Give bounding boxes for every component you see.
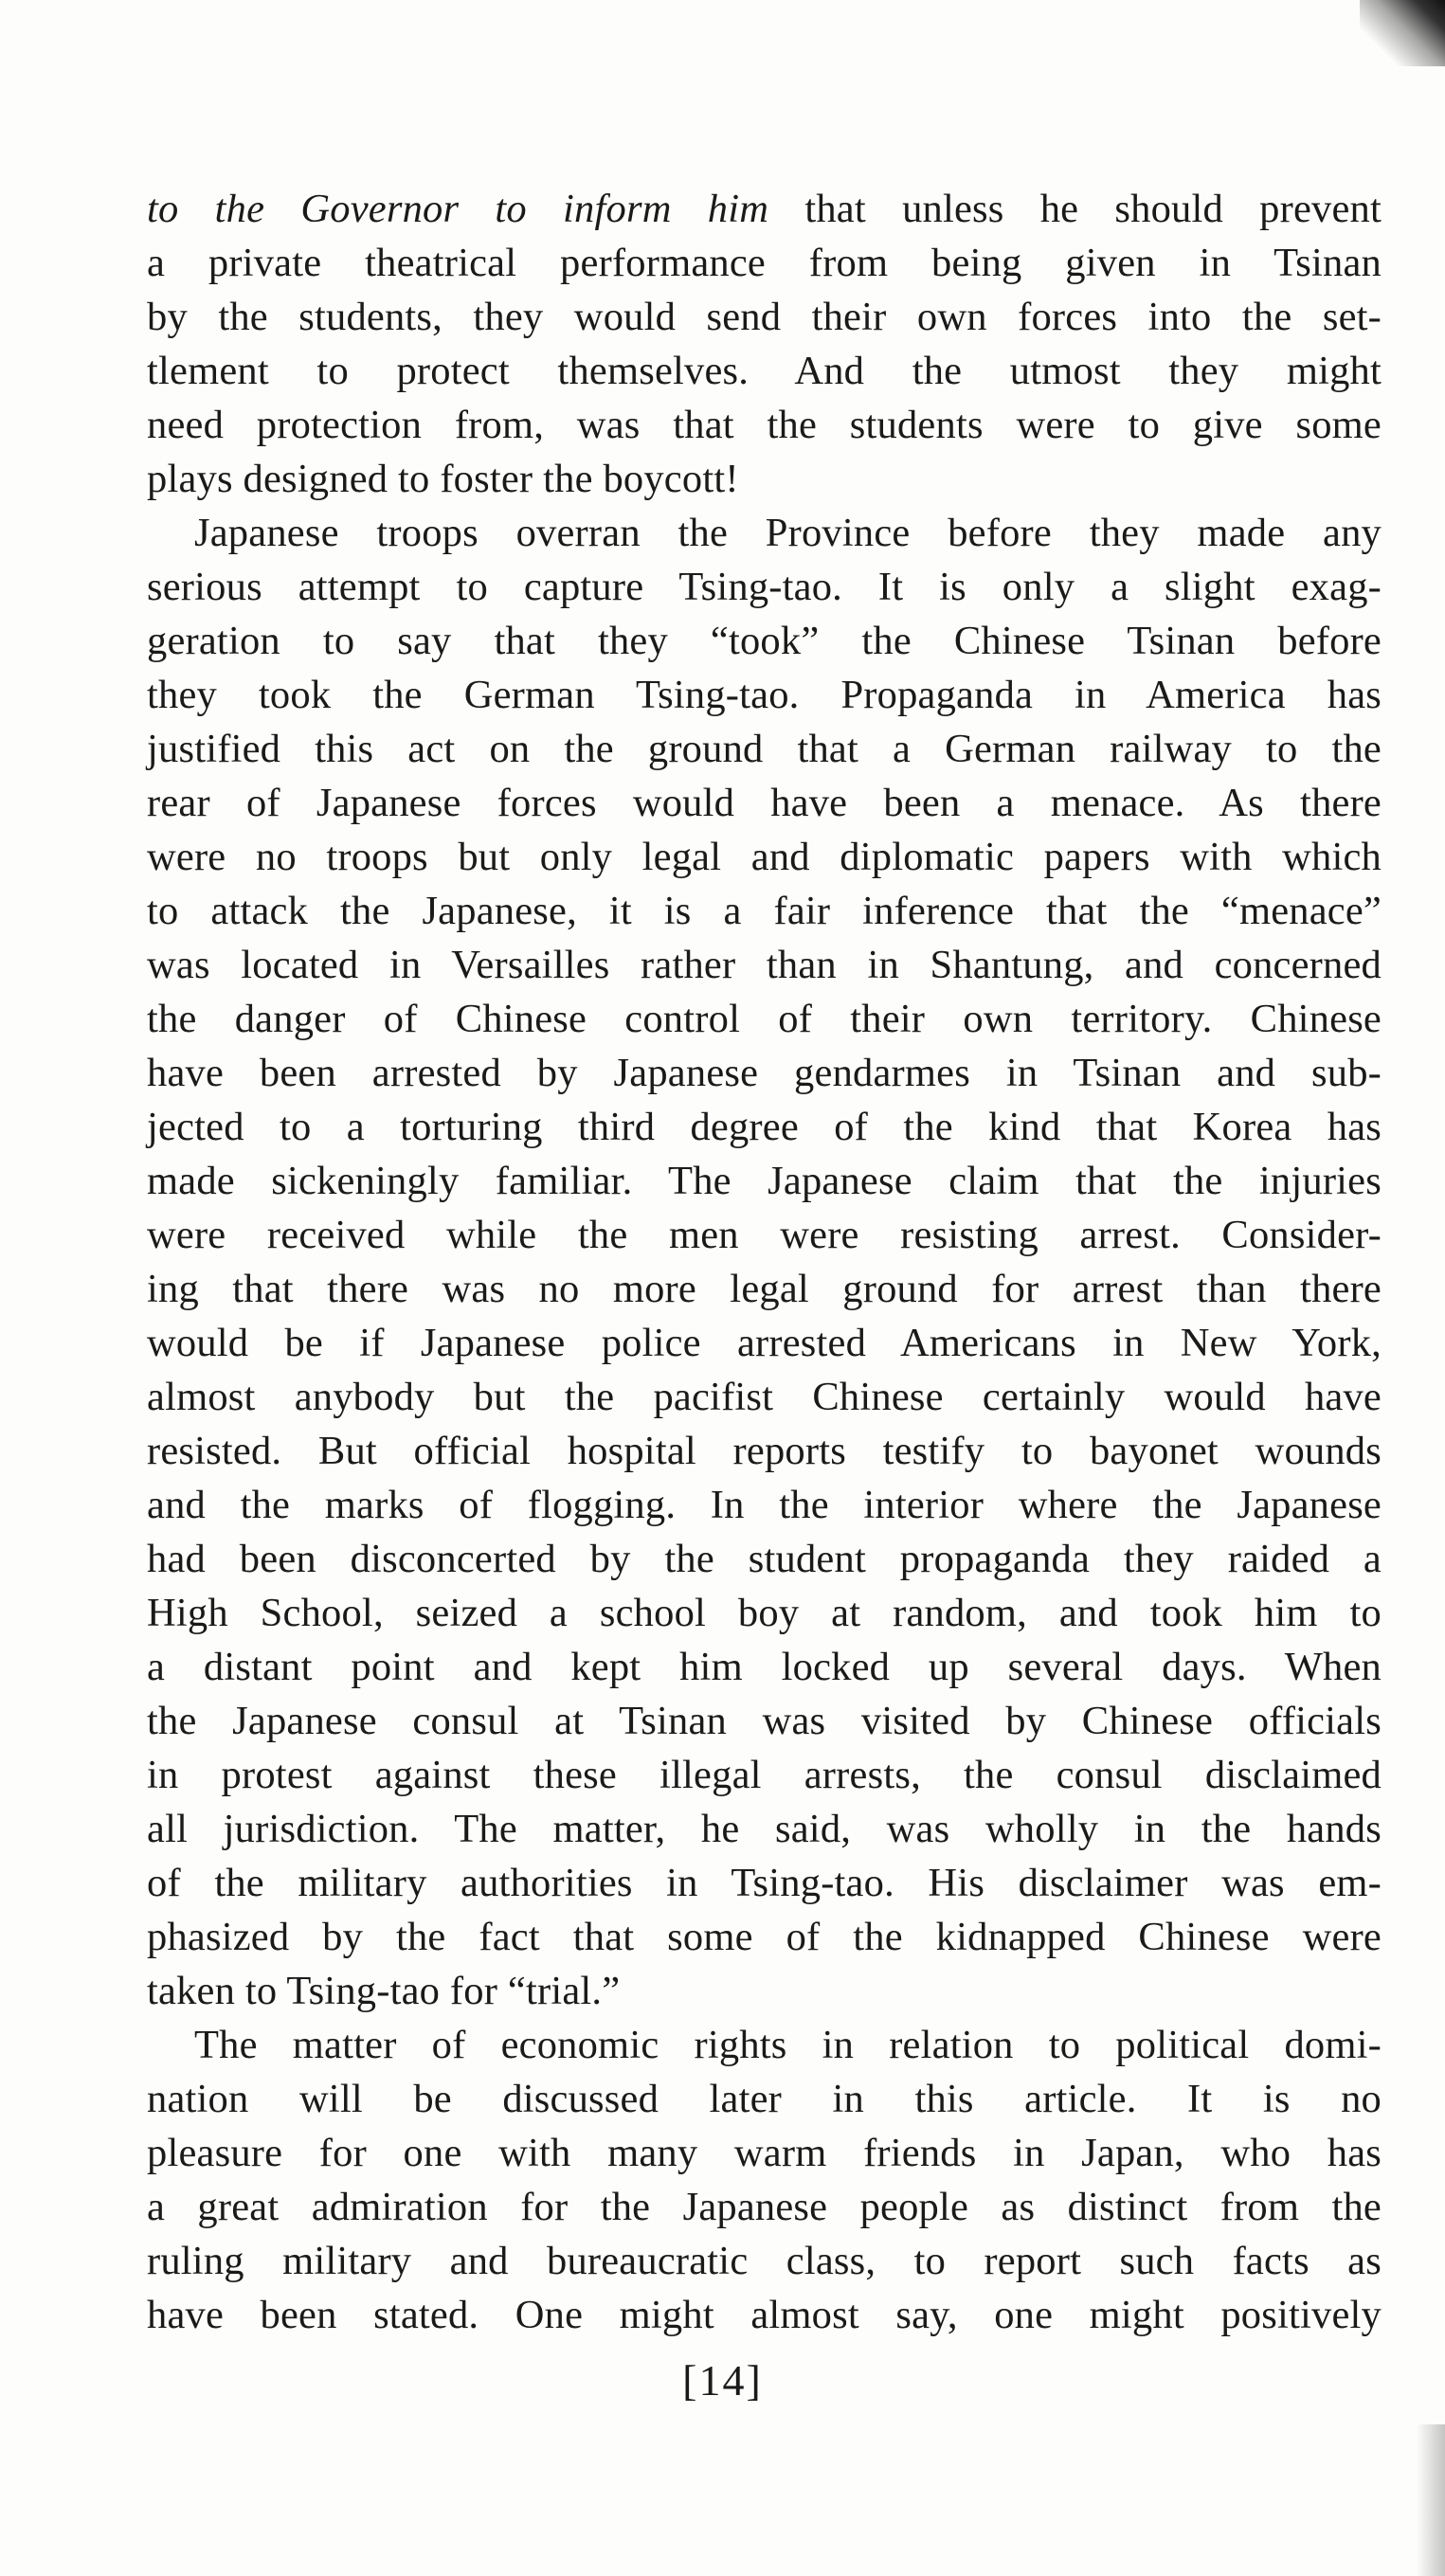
text-line: have been arrested by Japanese gendarmes in Tsinan and sub- xyxy=(147,1051,1382,1095)
text-line: made sickeningly familiar. The Japanese claim that the injuries xyxy=(147,1159,1382,1203)
text-line: in protest against these illegal arrests, the consul disclaimed xyxy=(147,1753,1382,1797)
text-line: by the students, they would send their own forces into the set- xyxy=(147,295,1382,339)
text-line: a private theatrical performance from being given in Tsinan xyxy=(147,241,1382,285)
text-line: to the Governor to inform him that unless he should prevent xyxy=(147,187,1382,231)
text-line: almost anybody but the pacifist Chinese certainly would have xyxy=(147,1375,1382,1419)
text-line: had been disconcerted by the student propaganda they raided a xyxy=(147,1537,1382,1581)
text-line: tlement to protect themselves. And the utmost they might xyxy=(147,349,1382,393)
text-line: of the military authorities in Tsing-tao. His disclaimer was em- xyxy=(147,1861,1382,1905)
page-corner-shadow xyxy=(1360,0,1445,66)
body-text xyxy=(147,182,1382,2342)
text-line: justified this act on the ground that a German railway to the xyxy=(147,727,1382,771)
text-line: High School, seized a school boy at random, and took him to xyxy=(147,1591,1382,1635)
text-line: geration to say that they “took” the Chinese Tsinan before xyxy=(147,619,1382,663)
paragraph-start: Japanese troops overran the Province before they made any xyxy=(194,511,1382,555)
text-line: serious attempt to capture Tsing-tao. It is only a slight exag- xyxy=(147,565,1382,609)
text-line: ruling military and bureaucratic class, to report such facts as xyxy=(147,2239,1382,2283)
text-line: ing that there was no more legal ground for arrest than there xyxy=(147,1267,1382,1311)
text-line: a distant point and kept him locked up several days. When xyxy=(147,1645,1382,1689)
text-line: jected to a torturing third degree of the kind that Korea has xyxy=(147,1105,1382,1149)
text-line: rear of Japanese forces would have been a menace. As there xyxy=(147,781,1382,825)
page-number: [14] xyxy=(682,2356,763,2405)
italic-phrase: to the Governor to inform him xyxy=(147,187,769,231)
text-line: would be if Japanese police arrested Americans in New York, xyxy=(147,1321,1382,1365)
text-line: have been stated. One might almost say, one might positively xyxy=(147,2293,1382,2337)
text-line: was located in Versailles rather than in Shantung, and concerned xyxy=(147,943,1382,987)
text-line: all jurisdiction. The matter, he said, was wholly in the hands xyxy=(147,1807,1382,1851)
text-line: plays designed to foster the boycott! xyxy=(147,457,739,501)
text-line: taken to Tsing-tao for “trial.” xyxy=(147,1969,621,2013)
paragraph-start: The matter of economic rights in relation to political domi- xyxy=(194,2023,1382,2067)
page-edge-shadow xyxy=(1417,2424,1445,2576)
text-line: were no troops but only legal and diplomatic papers with which xyxy=(147,835,1382,879)
text-line: resisted. But official hospital reports testify to bayonet wounds xyxy=(147,1429,1382,1473)
text-line: phasized by the fact that some of the kidnapped Chinese were xyxy=(147,1915,1382,1959)
text-line: they took the German Tsing-tao. Propaganda in America has xyxy=(147,673,1382,717)
text-line: the Japanese consul at Tsinan was visited by Chinese officials xyxy=(147,1699,1382,1743)
text-line: were received while the men were resisting arrest. Consider- xyxy=(147,1213,1382,1257)
text-line: and the marks of flogging. In the interior where the Japanese xyxy=(147,1483,1382,1527)
text-line: pleasure for one with many warm friends in Japan, who has xyxy=(147,2131,1382,2175)
text-line: the danger of Chinese control of their own territory. Chinese xyxy=(147,997,1382,1041)
text-line: nation will be discussed later in this article. It is no xyxy=(147,2077,1382,2121)
text-line: to attack the Japanese, it is a fair inference that the “menace” xyxy=(147,889,1382,933)
text-line: a great admiration for the Japanese people as distinct from the xyxy=(147,2185,1382,2229)
text-line: need protection from, was that the students were to give some xyxy=(147,403,1382,447)
